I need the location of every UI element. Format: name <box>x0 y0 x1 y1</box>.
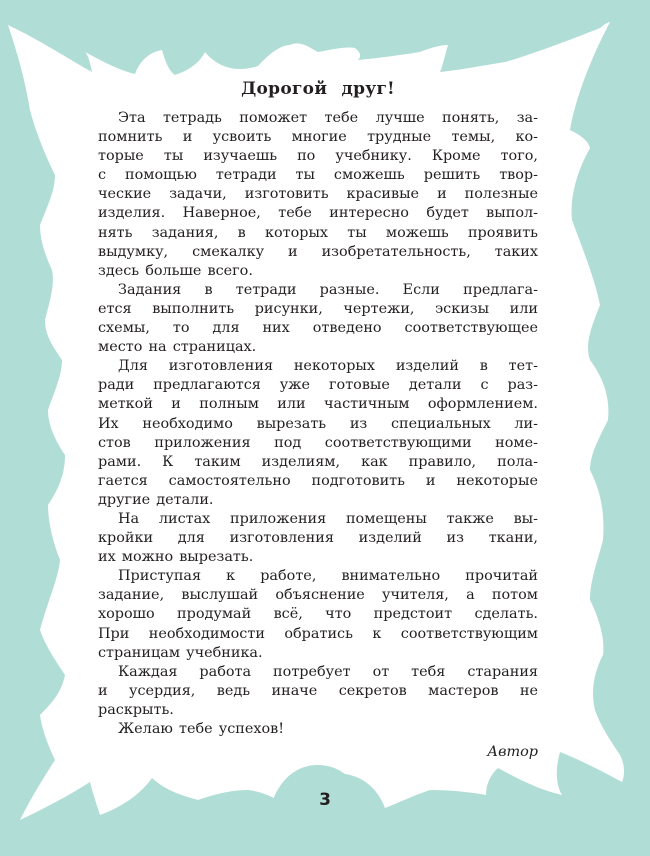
page-number: 3 <box>319 790 331 810</box>
text-line: меткой и полным или частичным оформлением. <box>98 396 538 413</box>
text-line: гается самостоятельно подготовить и некоторые <box>98 472 538 489</box>
text-line: место на страницах. <box>98 339 257 356</box>
text-line: помнить и усвоить многие трудные темы, ко- <box>98 129 538 146</box>
text-line: Задания в тетради разные. Если предлага- <box>118 281 538 298</box>
text-line: кройки для изготовления изделий из ткани, <box>98 530 538 547</box>
text-line: При необходимости обратись к соответствующим <box>98 625 538 642</box>
text-line: страницам учебника. <box>98 644 263 661</box>
text-line: ради предлагаются уже готовые детали с раз- <box>98 377 538 394</box>
text-line: нять задания, в которых ты можешь проявить <box>98 224 538 241</box>
paragraph-5 <box>98 567 538 662</box>
text-line: рами. К таким изделиям, как правило, пола- <box>98 453 538 470</box>
text-line: здесь больше всего. <box>98 262 253 279</box>
text-line: ется выполнить рисунки, чертежи, эскизы или <box>98 300 538 317</box>
letter-body <box>98 78 538 763</box>
paragraph-3 <box>98 357 538 510</box>
text-line: с помощью тетради ты сможешь решить твор- <box>98 167 538 184</box>
letter-signature: Автор <box>487 744 538 761</box>
paragraph-4 <box>98 510 538 567</box>
paragraph-7 <box>98 720 538 739</box>
text-line: задание, выслушай объяснение учителя, а потом <box>98 587 538 604</box>
text-line: хорошо продумай всё, что предстоит сделать. <box>98 606 538 623</box>
text-line: стов приложения под соответствующими номе- <box>98 434 538 451</box>
text-line: Эта тетрадь поможет тебе лучше понять, за- <box>118 110 538 126</box>
text-line: Для изготовления некоторых изделий в тет- <box>118 358 538 375</box>
text-line: Приступая к работе, внимательно прочитай <box>118 568 538 585</box>
text-line: торые ты изучаешь по учебнику. Кроме того, <box>98 148 538 165</box>
text-line: другие детали. <box>98 491 214 508</box>
text-line: ческие задачи, изготовить красивые и полезные <box>98 186 538 203</box>
text-line: изделия. Наверное, тебе интересно будет выпол- <box>98 205 538 222</box>
text-line: Желаю тебе успехов! <box>118 721 285 737</box>
text-line: Каждая работа потребует от тебя старания <box>118 663 538 680</box>
text-line: На листах приложения помещены также вы- <box>118 510 538 527</box>
letter-title: Дорогой друг! <box>241 79 395 99</box>
paragraph-2 <box>98 281 538 357</box>
paragraph-6 <box>98 663 538 720</box>
text-line: и усердия, ведь иначе секретов мастеров не <box>98 682 538 699</box>
text-line: раскрыть. <box>98 701 174 718</box>
text-line: схемы, то для них отведено соответствующее <box>98 320 538 337</box>
text-line: их можно вырезать. <box>98 549 254 566</box>
paragraph-1 <box>98 109 538 281</box>
text-line: Их необходимо вырезать из специальных ли- <box>98 415 538 432</box>
text-line: выдумку, смекалку и изобретательность, таких <box>98 243 538 260</box>
